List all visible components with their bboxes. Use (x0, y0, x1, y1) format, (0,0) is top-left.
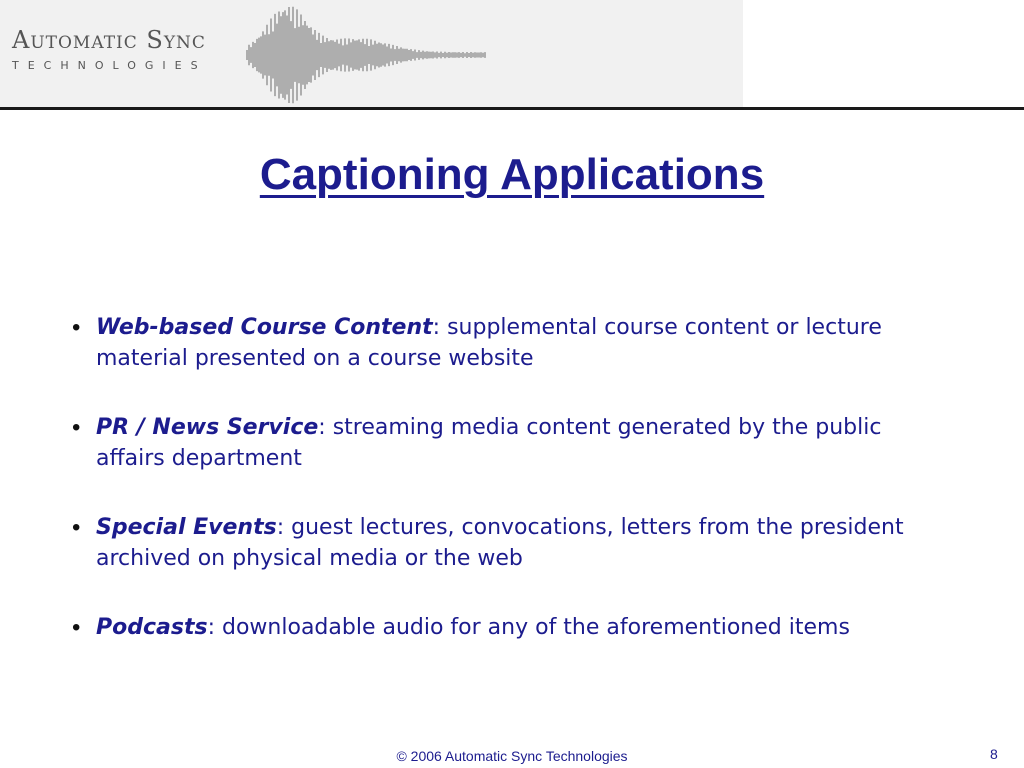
bullet-item-podcasts (70, 612, 950, 643)
logo-line-2: TECHNOLOGIES (12, 59, 207, 72)
bullet-term: PR / News Service (96, 415, 319, 440)
bullet-separator: : (207, 615, 216, 640)
bullet-term: Web-based Course Content (96, 315, 433, 340)
header-divider (0, 107, 1024, 110)
bullet-term: Podcasts (96, 615, 208, 640)
bullet-description: downloadable audio for any of the aforementioned items (215, 615, 850, 640)
bullet-marker: • (72, 514, 81, 541)
bullet-marker: • (72, 614, 81, 641)
bullet-description: streaming media content generated by the public affairs department (96, 415, 882, 471)
header-banner (0, 0, 743, 107)
logo-line-1: Automatic Sync (12, 26, 206, 54)
bullet-description: supplemental course content or lecture material presented on a course website (96, 315, 882, 371)
bullet-item-special-events (70, 512, 950, 574)
company-logo (12, 26, 207, 74)
page-number: 8 (990, 746, 998, 762)
footer-copyright: © 2006 Automatic Sync Technologies (396, 748, 628, 764)
bullet-term: Special Events (96, 515, 277, 540)
bullet-separator: : (432, 315, 441, 340)
bullet-separator: : (318, 415, 326, 440)
slide-title: Captioning Applications (259, 150, 765, 199)
bullet-separator: : (276, 515, 285, 540)
bullet-item-web-based-course-content (70, 312, 950, 374)
audio-waveform-icon (245, 5, 495, 105)
bullet-marker: • (72, 414, 81, 441)
bullet-list (70, 312, 950, 681)
bullet-item-pr-news-service (70, 412, 950, 474)
bullet-marker: • (72, 314, 81, 341)
bullet-description: guest lectures, convocations, letters from the president archived on physical media or the web (96, 515, 904, 571)
